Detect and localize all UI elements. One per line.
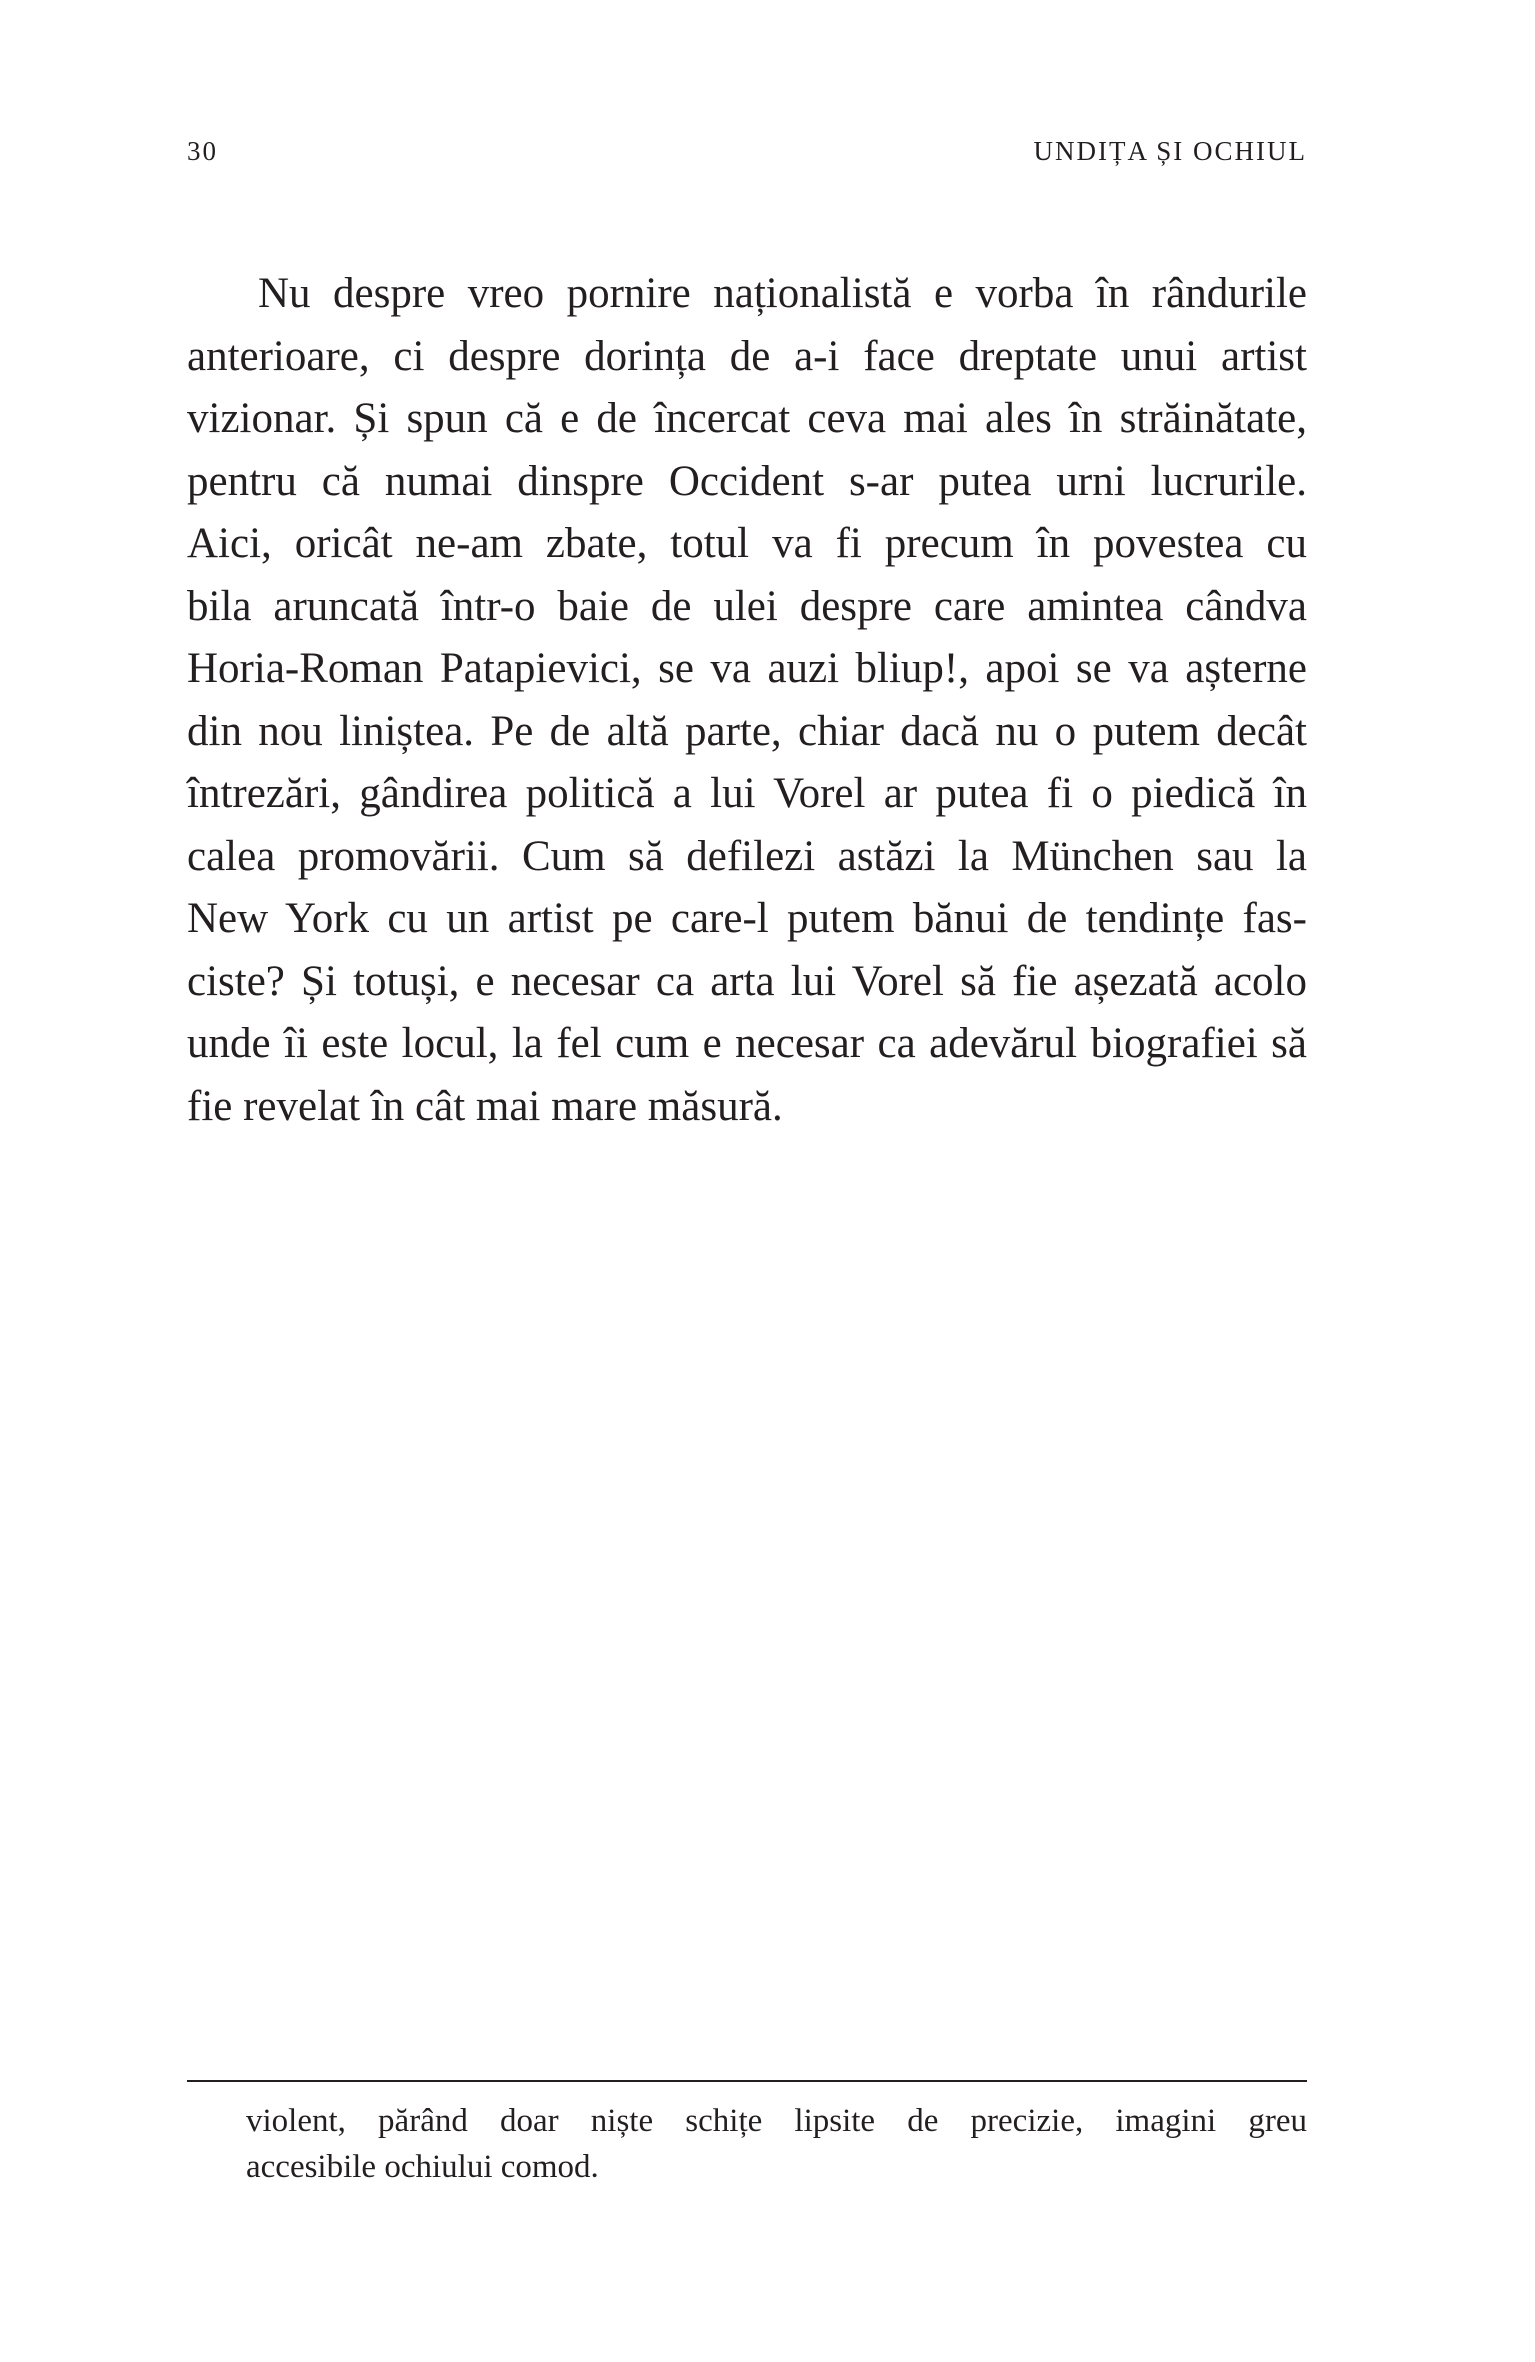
text-line: Aici, oricât ne-am zbate, totul va fi precum în povestea cu	[187, 520, 1307, 567]
text-line: din nou liniștea. Pe de altă parte, chiar dacă nu o putem decât	[187, 707, 1307, 755]
text-line: Horia-Roman Patapievici, se va auzi bliup!, apoi se va așterne	[187, 645, 1307, 692]
running-head	[187, 136, 1307, 176]
text-line: întrezări, gândirea politică a lui Vorel ar putea fi o piedică în	[187, 770, 1307, 817]
text-line: unde îi este locul, la fel cum e necesar ca adevărul biografiei să	[187, 1020, 1307, 1067]
text-line: anterioare, ci despre dorința de a-i face dreptate unui artist	[187, 332, 1307, 380]
text-line: calea promovării. Cum să defilezi astăzi la München sau la	[187, 832, 1307, 880]
footnote-line: accesibile ochiului comod.	[246, 2149, 599, 2185]
text-line: bila aruncată într-o baie de ulei despre care amintea cândva	[187, 582, 1307, 630]
running-title: UNDIȚA ȘI OCHIUL	[1033, 136, 1307, 166]
text-line: pentru că numai dinspre Occident s-ar putea urni lucrurile.	[187, 457, 1307, 505]
text-line: vizionar. Și spun că e de încercat ceva mai ales în străinătate,	[187, 395, 1307, 442]
text-line: ciste? Și totuși, e necesar ca arta lui Vorel să fie așezată acolo	[187, 957, 1307, 1005]
footnote-divider	[187, 2080, 1307, 2082]
text-line: New York cu un artist pe care-l putem bănui de tendințe fas-	[187, 895, 1307, 942]
footnote-line: violent, părând doar niște schițe lipsite de precizie, imagini greu	[246, 2103, 1307, 2139]
text-line: Nu despre vreo pornire naționalistă e vorba în rândurile	[258, 270, 1307, 317]
body-paragraph	[187, 263, 1307, 1138]
page-number: 30	[187, 136, 218, 166]
text-line: fie revelat în cât mai mare măsură.	[187, 1082, 783, 1130]
footnote	[246, 2098, 1307, 2190]
